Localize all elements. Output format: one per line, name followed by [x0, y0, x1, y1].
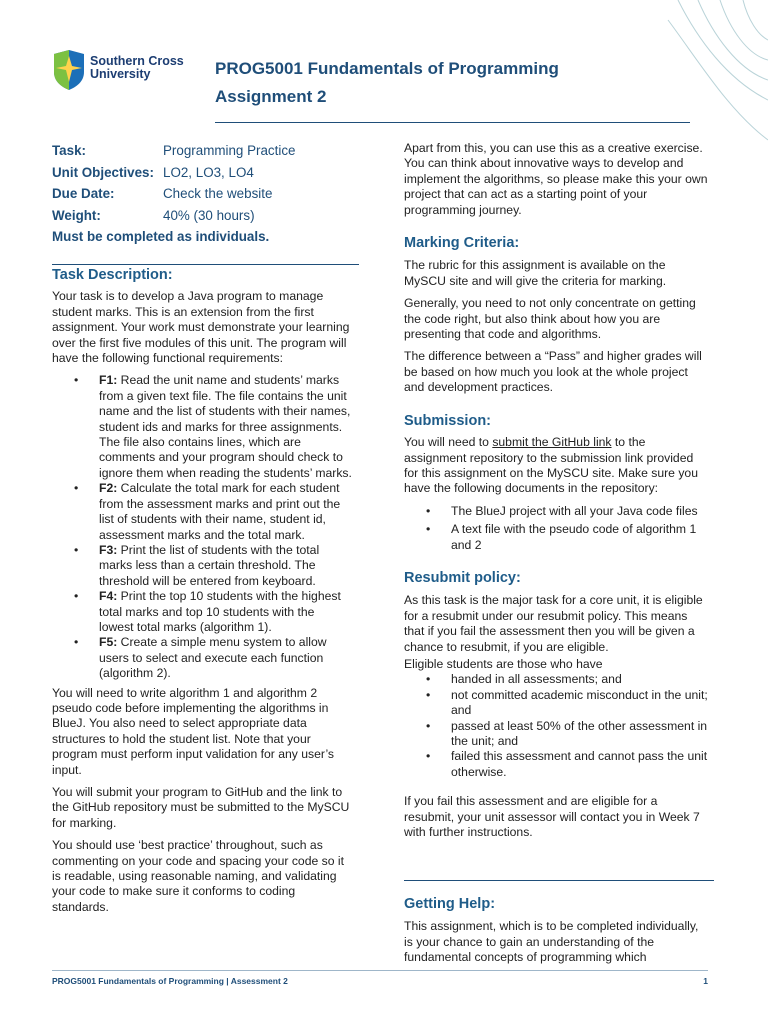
- list-item: • F5: Create a simple menu system to allow users to select and execute each function (algorithm 2).: [74, 635, 327, 681]
- list-item: • not committed academic misconduct in the unit; and: [426, 687, 708, 718]
- list-item: • A text file with the pseudo code of algorithm 1 and 2: [426, 522, 697, 552]
- paragraph: The rubric for this assignment is available on the MySCU site and will give the criteria for marking.: [404, 258, 667, 288]
- list-item: • F4: Print the top 10 students with the highest total marks and top 10 students with the lowest total marks (algorithm 1).: [74, 589, 341, 634]
- getting-help-section: [404, 897, 710, 973]
- footer-divider: [52, 970, 708, 971]
- weight-row: [52, 205, 295, 227]
- due-date-value: Check the website: [163, 186, 273, 201]
- due-date-key: Due Date:: [52, 186, 115, 201]
- paragraph: You will submit your program to GitHub and the link to the GitHub repository must be submitted to the MySCU for marking.: [52, 785, 350, 830]
- page-number: 1: [703, 976, 708, 986]
- footer-title: PROG5001 Fundamentals of Programming | Assessment 2: [52, 976, 288, 986]
- paragraph: Eligible students are those who have: [404, 656, 603, 671]
- list-item: • F1: Read the unit name and students’ marks from a given text file. The file contains the unit name and the list of students with their names, student ids and marks for three assignments. The file also contains lines, which are comments and your program should check to ignore them when reading the students’ marks.: [74, 373, 352, 480]
- paragraph: You will need to write algorithm 1 and algorithm 2 pseudo code before implementing the algorithms in BlueJ. You also need to select appropriate data structures to hold the student list. Note that your program must perform input validation for any user’s input.: [52, 685, 335, 777]
- unit-objectives-row: [52, 162, 295, 184]
- submission-heading: Submission:: [404, 412, 492, 429]
- due-date-row: [52, 183, 295, 205]
- university-logo-text: Southern Cross University: [90, 54, 184, 81]
- creative-paragraph: Apart from this, you can use this as a creative exercise. You can think about innovative ways to develop and implement the algorithms, so please make this your own project that can act as a starting point of your programming journey.: [404, 141, 708, 217]
- page-footer: [52, 976, 708, 986]
- marking-criteria-heading: Marking Criteria:: [404, 235, 520, 252]
- list-item: • F3: Print the list of students with the total marks less than a certain threshold. The threshold will be entered from keyboard.: [74, 542, 320, 588]
- decorative-lines: [658, 0, 768, 150]
- list-item: • failed this assessment and cannot pass the unit otherwise.: [426, 749, 708, 779]
- paragraph: As this task is the major task for a core unit, it is eligible for a resubmit under our resubmit policy. This means that if you fail the assessment then you will be given a chance to resubmit, if you are eligible.: [404, 593, 703, 654]
- paragraph: The difference between a “Pass” and higher grades will be based on how much you look at the whole project and development practices.: [404, 349, 702, 395]
- help-divider: [404, 880, 714, 881]
- submission-list: [404, 504, 710, 553]
- eligibility-list: [404, 672, 710, 780]
- right-column: [404, 141, 710, 847]
- individual-note: Must be completed as individuals.: [52, 229, 270, 244]
- list-item: • F2: Calculate the total mark for each student from the assessment marks and print out the list of students with their name, student id, assessment marks and the total mark.: [74, 481, 341, 542]
- paragraph: This assignment, which is to be completed individually, is your chance to gain an understanding of the fundamental concepts of programming which: [404, 919, 699, 965]
- getting-help-heading: Getting Help:: [404, 896, 496, 912]
- requirements-list: [52, 373, 352, 681]
- weight-value: 40% (30 hours): [163, 207, 255, 223]
- paragraph: If you fail this assessment and are eligible for a resubmit, your unit assessor will contact you in Week 7 with further instructions.: [404, 794, 700, 840]
- task-key: Task:: [52, 143, 86, 158]
- paragraph: You should use ‘best practice’ throughout, such as commenting on your code and spacing your code so it is readable, using reasonable naming, and validating your code to make sure it conforms to coding standards.: [52, 838, 344, 914]
- university-logo-icon: [52, 50, 86, 90]
- github-link[interactable]: submit the GitHub link: [492, 435, 612, 450]
- paragraph: Generally, you need to not only concentrate on getting the code right, but also think about how you are presenting that code and algorithms.: [404, 296, 696, 342]
- unit-objectives-key: Unit Objectives:: [52, 164, 154, 180]
- task-row: [52, 140, 295, 162]
- document-title: PROG5001 Fundamentals of Programming Assignment 2: [215, 59, 559, 106]
- task-description-section: [52, 268, 352, 922]
- header-divider: [215, 122, 690, 123]
- list-item: • The BlueJ project with all your Java code files: [426, 503, 698, 518]
- task-intro: Your task is to develop a Java program to manage student marks. This is an extension from the first assignment. Your work must demonstrate your learning over the first five modules of this unit. The program will have the following functional requirements:: [52, 289, 350, 366]
- list-item: • handed in all assessments; and: [426, 672, 622, 687]
- weight-key: Weight:: [52, 207, 101, 223]
- task-value: Programming Practice: [163, 143, 296, 158]
- unit-objectives-value: LO2, LO3, LO4: [163, 164, 254, 180]
- submission-paragraph: You will need to submit the GitHub link to the assignment repository to the submission link provided for this assignment on the MySCU site. Make sure you have the following documents in the repository:: [404, 435, 698, 496]
- task-info-table: [52, 140, 295, 248]
- resubmit-policy-heading: Resubmit policy:: [404, 569, 521, 586]
- task-description-heading: Task Description:: [52, 267, 173, 283]
- list-item: • passed at least 50% of the other assessment in the unit; and: [426, 718, 708, 748]
- task-divider: [52, 264, 359, 265]
